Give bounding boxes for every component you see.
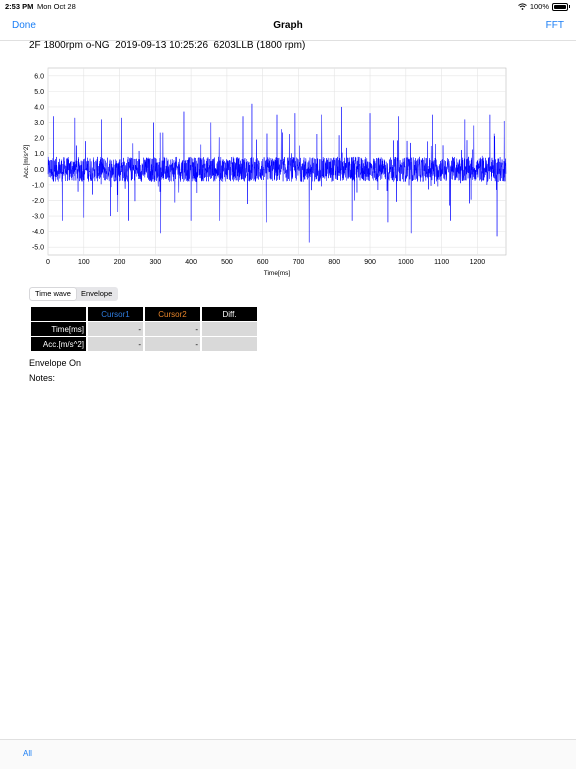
battery-icon bbox=[552, 3, 568, 11]
x-tick-label: 1000 bbox=[398, 259, 414, 266]
acc-cursor1-value: - bbox=[88, 337, 143, 351]
status-right bbox=[518, 2, 570, 11]
navigation-bar bbox=[0, 12, 576, 41]
table-row bbox=[31, 337, 257, 351]
x-tick-label: 900 bbox=[364, 259, 376, 266]
cursor1-header: Cursor1 bbox=[88, 307, 143, 321]
cursor2-header: Cursor2 bbox=[145, 307, 200, 321]
x-tick-label: 200 bbox=[113, 259, 126, 266]
x-tick-label: 0 bbox=[46, 259, 50, 266]
y-tick-label: -4.0 bbox=[31, 229, 44, 237]
y-tick-label: 5.0 bbox=[34, 88, 44, 96]
x-tick-label: 1200 bbox=[469, 259, 486, 266]
status-date: Mon Oct 28 bbox=[37, 2, 76, 11]
acc-row-label: Acc.[m/s^2] bbox=[31, 337, 86, 351]
x-tick-label: 1100 bbox=[434, 259, 450, 266]
all-button[interactable]: All bbox=[23, 749, 32, 758]
x-tick-label: 700 bbox=[292, 259, 305, 266]
envelope-status: Envelope On bbox=[29, 358, 82, 368]
time-wave-chart[interactable] bbox=[0, 60, 576, 282]
time-diff-value bbox=[202, 322, 257, 336]
x-tick-label: 300 bbox=[149, 259, 162, 266]
y-tick-label: -3.0 bbox=[31, 213, 44, 221]
x-tick-label: 600 bbox=[256, 259, 269, 266]
cursor-table-corner bbox=[31, 307, 86, 321]
y-tick-label: -2.0 bbox=[31, 197, 44, 205]
status-time: 2:53 PM bbox=[5, 2, 34, 11]
y-tick-label: 2.0 bbox=[34, 135, 44, 143]
acc-cursor2-value: - bbox=[145, 337, 200, 351]
wifi-icon bbox=[518, 3, 527, 10]
x-axis-label: Time[ms] bbox=[263, 270, 291, 277]
cursor-table-header-row bbox=[31, 307, 257, 321]
y-tick-label: 6.0 bbox=[34, 73, 44, 81]
page-title: Graph bbox=[273, 20, 303, 31]
time-cursor1-value: - bbox=[88, 322, 143, 336]
x-tick-label: 400 bbox=[185, 259, 197, 266]
y-tick-label: -5.0 bbox=[31, 244, 44, 252]
x-tick-label: 100 bbox=[77, 259, 90, 266]
x-tick-label: 800 bbox=[328, 259, 341, 266]
y-tick-label: 4.0 bbox=[34, 104, 44, 112]
fft-button[interactable]: FFT bbox=[545, 20, 564, 31]
y-tick-label: 3.0 bbox=[34, 120, 44, 128]
y-axis-label: Acc.[m/s^2] bbox=[23, 144, 30, 179]
table-row bbox=[31, 322, 257, 336]
acc-diff-value bbox=[202, 337, 257, 351]
x-tick-label: 500 bbox=[221, 259, 233, 266]
status-bar bbox=[0, 0, 576, 12]
bottom-toolbar bbox=[0, 739, 576, 769]
y-tick-label: 0.0 bbox=[34, 166, 44, 174]
battery-percent: 100% bbox=[529, 2, 549, 11]
measurement-header: 2F 1800rpm o-NG 2019-09-13 10:25:26 6203LLB (1800 rpm) bbox=[29, 40, 306, 51]
view-segmented-control bbox=[29, 287, 118, 301]
segment-envelope[interactable]: Envelope bbox=[80, 289, 113, 298]
notes-label: Notes: bbox=[29, 373, 56, 383]
time-cursor2-value: - bbox=[145, 322, 200, 336]
done-button[interactable]: Done bbox=[12, 20, 36, 31]
diff-header: Diff. bbox=[202, 307, 257, 321]
y-tick-label: -1.0 bbox=[31, 182, 44, 190]
y-tick-label: 1.0 bbox=[34, 151, 44, 159]
cursor-table bbox=[29, 306, 259, 352]
time-row-label: Time[ms] bbox=[31, 322, 86, 336]
segment-time-wave[interactable]: Time wave bbox=[30, 288, 76, 300]
